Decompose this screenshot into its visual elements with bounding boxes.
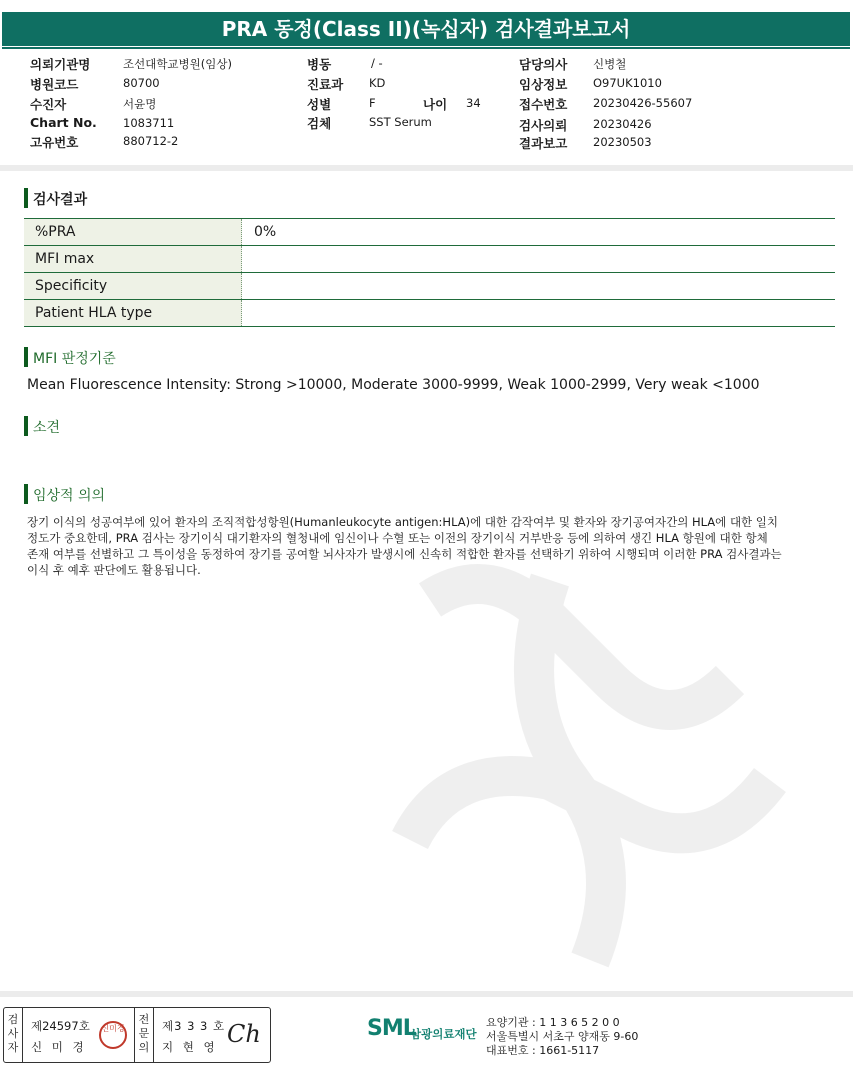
doctor-label: 전문의 <box>134 1008 154 1062</box>
label-chart-no: Chart No. <box>30 115 97 130</box>
signature-box <box>3 1007 271 1063</box>
value-ward: / - <box>371 56 383 70</box>
opinion-heading-text: 소견 <box>33 420 61 436</box>
doctor-signature: Ch <box>227 1020 261 1048</box>
value-age: 34 <box>466 96 481 110</box>
inspector-number: 제24597호 <box>31 1019 90 1033</box>
inspector-label: 검사자 <box>4 1008 23 1062</box>
organization-name: 삼광의료재단 <box>410 1027 477 1041</box>
heading-bar <box>24 416 28 436</box>
clinical-line: 장기 이식의 성공여부에 있어 환자의 조직적합성항원(Humanleukocyte antigen:HLA)에 대한 감작여부 및 환자와 장기공여자간의 HLA에 대한 일치 <box>27 515 779 529</box>
result-value <box>242 300 836 327</box>
label-sex: 성별 <box>307 97 332 112</box>
doctor-name: 지 현 영 <box>162 1040 218 1054</box>
title-divider <box>2 47 850 49</box>
label-patient: 수진자 <box>30 97 67 112</box>
value-patient: 서윤명 <box>123 97 157 111</box>
value-unique-no: 880712-2 <box>123 134 179 148</box>
clinical-heading-text: 임상적 의의 <box>33 488 106 504</box>
result-key: MFI max <box>24 246 242 273</box>
patient-info <box>0 55 853 155</box>
phone: 대표번호 : 1661-5117 <box>486 1044 600 1057</box>
heading-bar <box>24 347 28 367</box>
value-department: KD <box>369 76 386 90</box>
result-key: %PRA <box>24 219 242 246</box>
mfi-heading-text: MFI 판정기준 <box>33 351 116 367</box>
label-doctor: 담당의사 <box>519 57 568 72</box>
clinical-line: 존재 여부를 선별하고 그 특이성을 동정하여 장기를 공여할 뇌사자가 발생시에 신속히 적합한 환자를 선택하기 위하여 시행되며 이러한 PRA 검사결과는 <box>27 547 782 561</box>
result-value <box>242 273 836 300</box>
result-key: Patient HLA type <box>24 300 242 327</box>
table-row <box>24 273 835 300</box>
value-specimen: SST Serum <box>369 115 432 129</box>
results-heading-text: 검사결과 <box>33 192 88 208</box>
results-table <box>24 218 835 327</box>
value-report-date: 20230503 <box>593 135 652 149</box>
logo-mark: SML <box>367 1016 416 1041</box>
table-row <box>24 300 835 327</box>
table-row <box>24 219 835 246</box>
table-row <box>24 246 835 273</box>
inspector-name: 신 미 경 <box>31 1040 87 1054</box>
heading-bar <box>24 484 28 504</box>
label-request-date: 검사의뢰 <box>519 118 568 133</box>
report-title: PRA 동정(Class II)(녹십자) 검사결과보고서 <box>2 12 850 46</box>
mfi-criteria-text: Mean Fluorescence Intensity: Strong >10000, Moderate 3000-9999, Weak 1000-2999, Very weak <1000 <box>27 377 760 393</box>
value-chart-no: 1083711 <box>123 116 175 130</box>
label-ward: 병동 <box>307 57 332 72</box>
value-sex: F <box>369 96 376 110</box>
result-value: 0% <box>242 219 836 246</box>
value-request-date: 20230426 <box>593 117 652 131</box>
result-value <box>242 246 836 273</box>
value-clinical-info: O97UK1010 <box>593 76 662 90</box>
result-key: Specificity <box>24 273 242 300</box>
label-department: 진료과 <box>307 77 344 92</box>
contact-info <box>486 1016 638 1058</box>
inspector-seal-stamp: 신미경 <box>99 1021 127 1049</box>
label-unique-no: 고유번호 <box>30 135 79 150</box>
watermark-cross-icon <box>350 540 850 980</box>
care-institution-no: 요양기관 : 1 1 3 6 5 2 0 0 <box>486 1016 620 1029</box>
label-clinical-info: 임상정보 <box>519 77 568 92</box>
label-report-date: 결과보고 <box>519 136 568 151</box>
label-institution: 의뢰기관명 <box>30 57 91 72</box>
label-specimen: 검체 <box>307 116 332 131</box>
clinical-line: 정도가 중요한데, PRA 검사는 장기이식 대기환자의 혈청내에 임신이나 수혈 또는 이전의 장기이식 거부반응 등에 의하여 생긴 HLA 항원에 대한 항체 <box>27 531 768 545</box>
label-hospital-code: 병원코드 <box>30 77 79 92</box>
value-hospital-code: 80700 <box>123 76 160 90</box>
heading-bar <box>24 188 28 208</box>
doctor-number: 제3 3 3 호 <box>162 1019 226 1033</box>
footer-divider <box>0 991 853 997</box>
label-receipt-no: 접수번호 <box>519 97 568 112</box>
label-age: 나이 <box>423 97 448 112</box>
value-receipt-no: 20230426-55607 <box>593 96 693 110</box>
value-institution: 조선대학교병원(임상) <box>123 57 232 71</box>
address: 서울특별시 서초구 양재동 9-60 <box>486 1030 639 1043</box>
section-divider <box>0 165 853 171</box>
value-doctor: 신병철 <box>593 57 627 71</box>
clinical-line: 이식 후 예후 판단에도 활용됩니다. <box>27 563 201 577</box>
clinical-paragraph <box>27 514 827 578</box>
